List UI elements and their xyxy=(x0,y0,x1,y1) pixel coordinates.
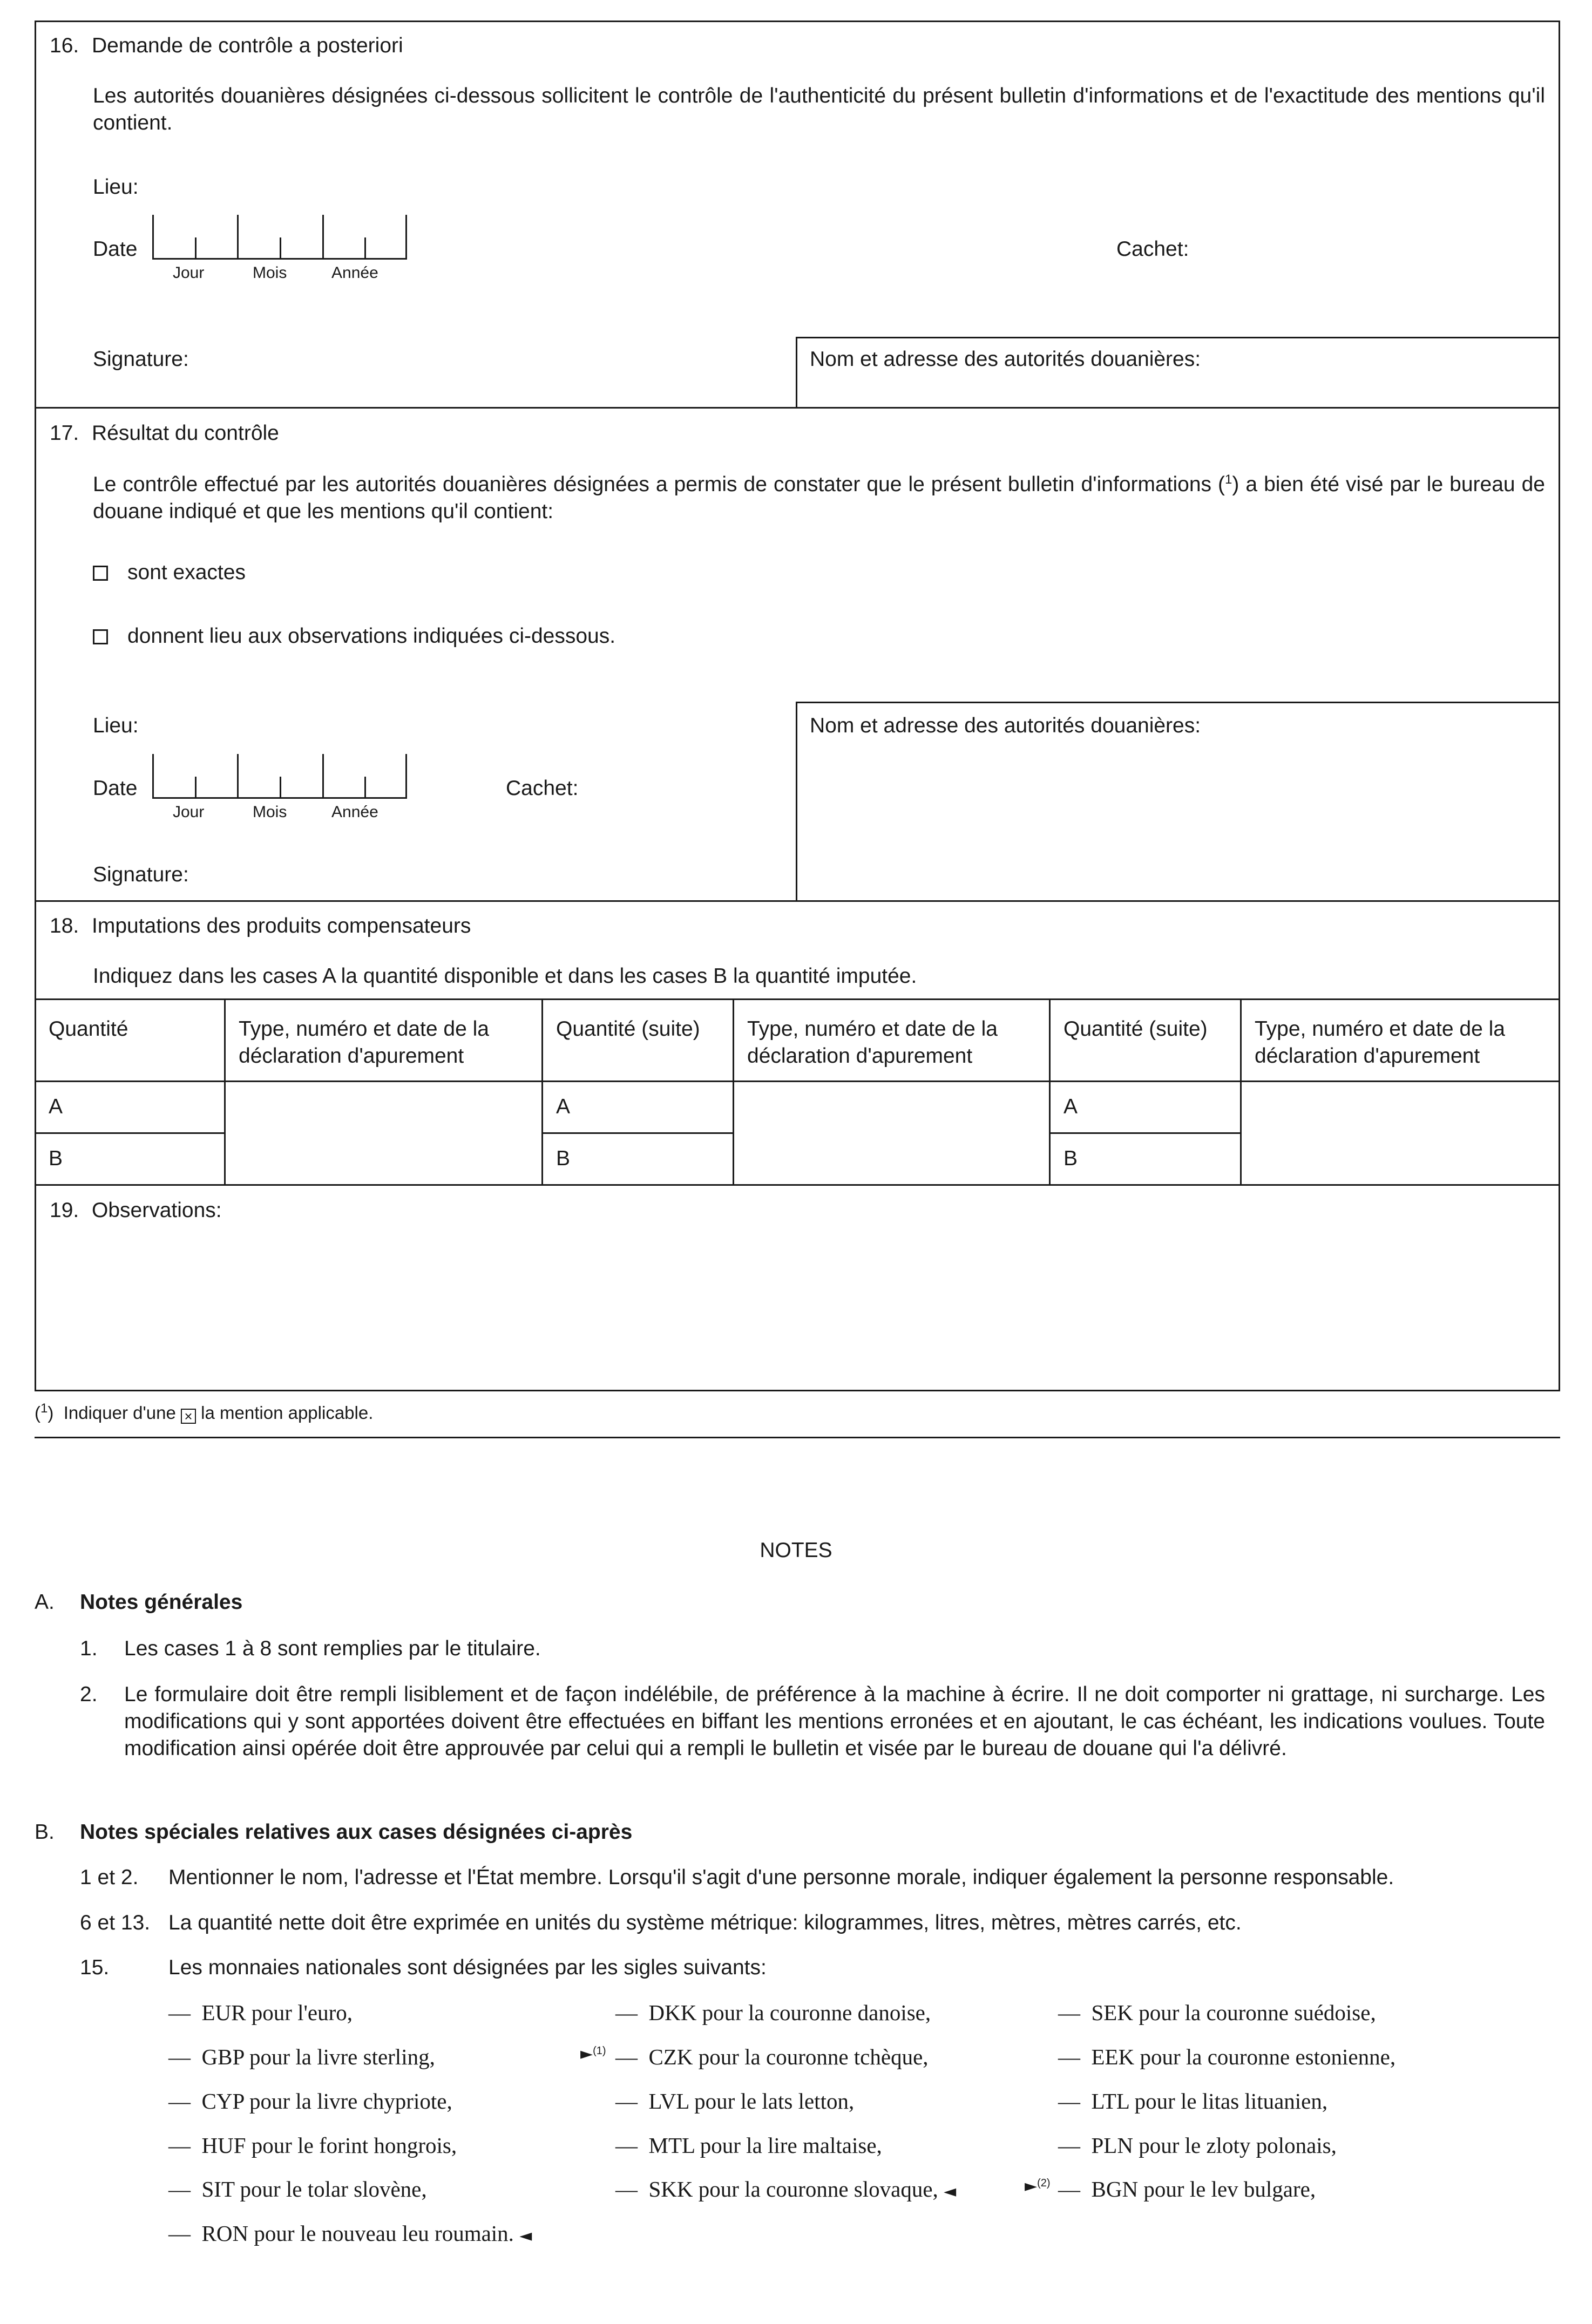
note-a2-number: 2. xyxy=(80,1683,98,1706)
box17-bottom xyxy=(35,900,1560,902)
box16-cachet-label: Cachet: xyxy=(1116,237,1189,261)
start-marker-icon: ► xyxy=(580,2044,593,2063)
table-col-line-5 xyxy=(1240,998,1242,1186)
currency-dkk: — DKK pour la couronne danoise, xyxy=(615,2000,931,2025)
box17-title: Résultat du contrôle xyxy=(92,422,279,445)
box17-annee-label: Année xyxy=(331,803,378,821)
table-col-line-1 xyxy=(224,998,226,1186)
note-b1-text: Mentionner le nom, l'adresse et l'État membre. Lorsqu'il s'agit d'une personne morale, indiquer également la personne responsable. xyxy=(168,1866,1394,1889)
box16-annee-label: Année xyxy=(331,264,378,282)
table-header-declaration-2: Type, numéro et date de la déclaration d'apurement xyxy=(747,1017,998,1068)
note-b2-number: 6 et 13. xyxy=(80,1911,151,1934)
box17-jour-label: Jour xyxy=(173,803,205,821)
amendment-marker-2: ►$^{(2)}$ xyxy=(1025,2177,1051,2196)
table-col-line-2 xyxy=(541,998,543,1186)
checkbox-sont-exactes[interactable] xyxy=(93,566,108,581)
notes-title: NOTES xyxy=(760,1539,832,1562)
box16-mois-label: Mois xyxy=(253,264,287,282)
currency-pln: — PLN pour le zloty polonais, xyxy=(1058,2133,1337,2158)
table-row-a-bottom-1 xyxy=(35,1132,226,1134)
note-a1-number: 1. xyxy=(80,1637,98,1660)
end-marker-icon: ◄ xyxy=(944,2182,957,2201)
currency-huf: — HUF pour le forint hongrois, xyxy=(168,2133,457,2158)
box17-authority-label[interactable]: Nom et adresse des autorités douanières: xyxy=(810,714,1201,737)
table-bottom xyxy=(35,1184,1560,1186)
crossed-box-icon: × xyxy=(181,1409,196,1424)
frame-top-border xyxy=(35,21,1560,22)
frame-bottom-border xyxy=(35,1390,1560,1391)
table-cell-a-2[interactable]: A xyxy=(556,1095,571,1118)
footnote: ($^1$) Indiquer d'une × la mention applicable. xyxy=(35,1401,374,1424)
box17-authority-left xyxy=(796,702,797,902)
box16-signature-label[interactable]: Signature: xyxy=(93,348,189,371)
table-header-declaration-1: Type, numéro et date de la déclaration d'apurement xyxy=(239,1017,489,1068)
box17-date-label: Date xyxy=(93,777,138,800)
notes-b-letter: B. xyxy=(35,1820,55,1844)
box16-authority-top xyxy=(796,337,1560,338)
notes-a-letter: A. xyxy=(35,1591,55,1614)
currency-gbp: — GBP pour la livre sterling, xyxy=(168,2044,435,2069)
box17-text: Le contrôle effectué par les autorités douanières désignées a permis de constater que le présent bulletin d'informations ($^1$) a bien été visé par le bureau de douane indiqué et que les mentions qu'il contient: xyxy=(93,472,1545,523)
currency-czk: — CZK pour la couronne tchèque, xyxy=(615,2044,929,2069)
checkbox-observations[interactable] xyxy=(93,629,108,644)
currency-ltl: — LTL pour le litas lituanien, xyxy=(1058,2089,1328,2114)
box18-title: Imputations des produits compensateurs xyxy=(92,914,471,937)
note-b1-number: 1 et 2. xyxy=(80,1866,139,1889)
currency-ron: — RON pour le nouveau leu roumain. ◄ xyxy=(168,2221,532,2246)
currency-eek: — EEK pour la couronne estonienne, xyxy=(1058,2044,1396,2069)
option-sont-exactes-label: sont exactes xyxy=(127,561,246,584)
table-header-quantite-suite-1: Quantité (suite) xyxy=(556,1017,700,1041)
note-b2-text: La quantité nette doit être exprimée en unités du système métrique: kilogrammes, litres, mètres, mètres carrés, etc. xyxy=(168,1911,1242,1934)
table-cell-a-3[interactable]: A xyxy=(1063,1095,1078,1118)
currency-sit: — SIT pour le tolar slovène, xyxy=(168,2177,427,2201)
box17-lieu-label[interactable]: Lieu: xyxy=(93,714,139,737)
notes-b-title: Notes spéciales relatives aux cases désignées ci-après xyxy=(80,1820,633,1844)
table-cell-b-1[interactable]: B xyxy=(49,1147,63,1170)
end-marker-icon: ◄ xyxy=(519,2226,532,2245)
option-observations-label: donnent lieu aux observations indiquées ci-dessous. xyxy=(127,624,616,648)
table-header-bottom xyxy=(35,1081,1560,1082)
box16-title: Demande de contrôle a posteriori xyxy=(92,34,403,57)
box16-authority-left xyxy=(796,337,797,409)
box18-number: 18. xyxy=(50,914,79,937)
currency-skk: — SKK pour la couronne slovaque, ◄ xyxy=(615,2177,957,2201)
box17-number: 17. xyxy=(50,422,79,445)
box16-text: Les autorités douanières désignées ci-dessous sollicitent le contrôle de l'authenticité du présent bulletin d'informations et de l'exactitude des mentions qu'il contient. xyxy=(93,84,1545,134)
currency-lvl: — LVL pour le lats letton, xyxy=(615,2089,855,2114)
table-cell-a-1[interactable]: A xyxy=(49,1095,63,1118)
start-marker-icon: ► xyxy=(1025,2177,1038,2196)
box16-bottom xyxy=(35,407,1560,409)
box17-cachet-label: Cachet: xyxy=(506,777,579,800)
table-col-line-3 xyxy=(733,998,734,1186)
note-b3-number: 15. xyxy=(80,1956,110,1979)
table-header-quantite-suite-2: Quantité (suite) xyxy=(1063,1017,1208,1041)
footnote-ref: 1 xyxy=(1225,472,1232,487)
amendment-marker-1: ►$^{(1)}$ xyxy=(580,2044,606,2063)
currency-cyp: — CYP pour la livre chypriote, xyxy=(168,2089,452,2114)
note-b3-text: Les monnaies nationales sont désignées par les sigles suivants: xyxy=(168,1956,767,1979)
table-header-declaration-3: Type, numéro et date de la déclaration d'apurement xyxy=(1255,1017,1505,1068)
table-row-a-bottom-2 xyxy=(541,1132,734,1134)
notes-a-title: Notes générales xyxy=(80,1591,243,1614)
box16-authority-label[interactable]: Nom et adresse des autorités douanières: xyxy=(810,348,1201,371)
currency-eur: — EUR pour l'euro, xyxy=(168,2000,353,2025)
currency-mtl: — MTL pour la lire maltaise, xyxy=(615,2133,882,2158)
table-row-a-bottom-3 xyxy=(1049,1132,1242,1134)
box17-authority-top xyxy=(796,702,1560,703)
note-a2-text: Le formulaire doit être rempli lisiblement et de façon indélébile, de préférence à la machine à écrire. Il ne doit comporter ni grattage, ni surcharge. Les modifications qui y sont apportées doivent être effectuées en biffant les mentions erronées et en ajoutant, le cas échéant, les indications voulues. Toute modification ainsi opérée doit être approuvée par celui qui a rempli le bulletin et visée par le bureau de douane qui l'a délivré. xyxy=(124,1683,1545,1760)
currency-sek: — SEK pour la couronne suédoise, xyxy=(1058,2000,1376,2025)
table-cell-b-3[interactable]: B xyxy=(1063,1147,1078,1170)
table-cell-b-2[interactable]: B xyxy=(556,1147,571,1170)
box18-text: Indiquez dans les cases A la quantité disponible et dans les cases B la quantité imputée. xyxy=(93,964,917,988)
table-top xyxy=(35,998,1560,1000)
box19-title: Observations: xyxy=(92,1199,222,1222)
table-header-quantite: Quantité xyxy=(49,1017,128,1041)
footnote-separator xyxy=(35,1437,1560,1438)
table-col-line-4 xyxy=(1049,998,1051,1186)
box16-number: 16. xyxy=(50,34,79,57)
box17-mois-label: Mois xyxy=(253,803,287,821)
box16-jour-label: Jour xyxy=(173,264,205,282)
box17-signature-label[interactable]: Signature: xyxy=(93,863,189,886)
note-a1-text: Les cases 1 à 8 sont remplies par le titulaire. xyxy=(124,1637,541,1660)
box16-date-label: Date xyxy=(93,237,138,261)
box19-number: 19. xyxy=(50,1199,79,1222)
frame-right-border xyxy=(1559,21,1560,1391)
box16-lieu-label[interactable]: Lieu: xyxy=(93,175,139,199)
frame-left-border xyxy=(35,21,36,1391)
currency-bgn: — BGN pour le lev bulgare, xyxy=(1058,2177,1316,2201)
